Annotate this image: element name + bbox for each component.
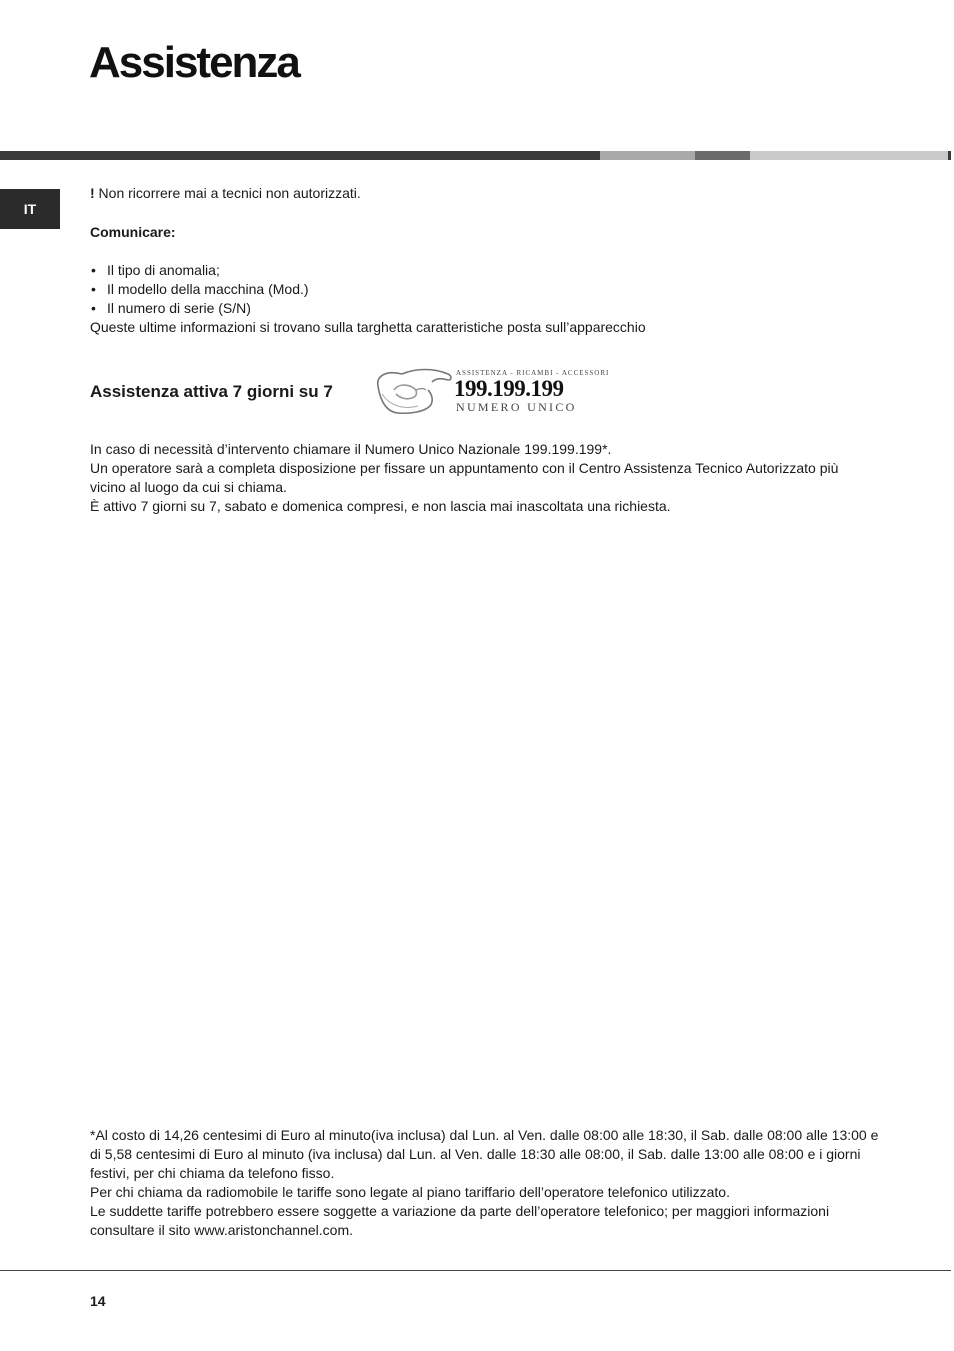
logo-number: 199.199.199 xyxy=(454,376,564,401)
page-title: Assistenza xyxy=(89,38,299,87)
footer-divider xyxy=(0,1270,951,1271)
bar-segment-mid xyxy=(695,151,750,160)
bar-segment-dark xyxy=(0,151,600,160)
warning-note xyxy=(90,184,890,203)
service-section-title: Assistenza attiva 7 giorni su 7 xyxy=(90,382,333,401)
warning-text: Non ricorrere mai a tecnici non autorizzati. xyxy=(94,185,361,201)
paragraph: In caso di necessità d’intervento chiamare il Numero Unico Nazionale 199.199.199*. xyxy=(90,441,612,457)
paragraph: Le suddette tariffe potrebbero essere soggette a variazione da parte dell’operatore telefonico; per maggiori informazioni consultare il sito www.aristonchannel.com. xyxy=(90,1203,830,1238)
list-item: • Il numero di serie (S/N) xyxy=(90,299,890,318)
bar-segment-pale xyxy=(750,151,948,160)
warning-symbol: ! xyxy=(90,185,95,201)
paragraph: Un operatore sarà a completa disposizione per fissare un appuntamento con il Centro Assistenza Tecnico Autorizzato più vicino al luogo da cui si chiama. xyxy=(90,460,839,495)
logo-bottom-text: NUMERO UNICO xyxy=(456,400,577,414)
service-number-logo xyxy=(372,364,614,416)
language-tab: IT xyxy=(0,189,60,229)
page-number: 14 xyxy=(90,1293,106,1309)
list-item: • Il modello della macchina (Mod.) xyxy=(90,280,890,299)
communicate-title: Comunicare: xyxy=(90,224,176,240)
tariff-footnote xyxy=(90,1126,890,1240)
paragraph: È attivo 7 giorni su 7, sabato e domenica compresi, e non lascia mai inascoltata una richiesta. xyxy=(90,498,671,514)
bar-segment-light xyxy=(600,151,695,160)
paragraph: Per chi chiama da radiomobile le tariffe sono legate al piano tariffario dell’operatore telefonico utilizzato. xyxy=(90,1184,730,1200)
header-color-bar xyxy=(0,151,954,160)
communicate-list xyxy=(90,261,890,318)
logo-top-text: ASSISTENZA - RICAMBI - ACCESSORI xyxy=(456,369,610,377)
list-item: • Il tipo di anomalia; xyxy=(90,261,890,280)
bar-segment-end xyxy=(948,151,951,160)
rating-plate-note: Queste ultime informazioni si trovano sulla targhetta caratteristiche posta sull’apparecchio xyxy=(90,319,646,335)
service-description xyxy=(90,440,850,516)
paragraph: *Al costo di 14,26 centesimi di Euro al minuto(iva inclusa) dal Lun. al Ven. dalle 08:00 alle 18:30, il Sab. dalle 08:00 alle 13:00 e di 5,58 centesimi di Euro al minuto (iva inclusa) dal Lun. al Ven. dalle 18:30 alle 08:00, il Sab. dalle 13:00 alle 08:00 e i giorni festivi, per chi chiama da telefono fisso. xyxy=(90,1127,879,1181)
telephone-icon xyxy=(378,370,451,414)
